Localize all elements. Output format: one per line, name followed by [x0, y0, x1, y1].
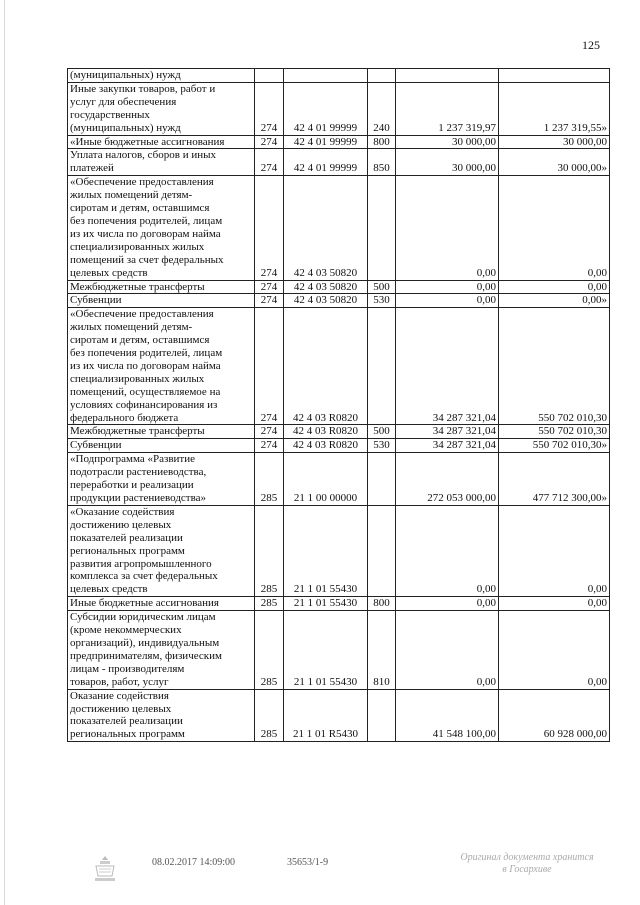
expense-type-cell: 850	[368, 149, 396, 176]
table-row	[68, 425, 610, 439]
expense-type-cell: 810	[368, 611, 396, 689]
footer-date: 08.02.2017 14:09:00	[152, 857, 236, 868]
row-name-cell: «Иные бюджетные ассигнования	[68, 135, 255, 149]
amount-2017-cell: 30 000,00	[396, 135, 499, 149]
amount-2017-cell: 0,00	[396, 294, 499, 308]
ministry-code-cell: 274	[255, 439, 284, 453]
amount-2018-cell: 550 702 010,30	[499, 425, 610, 439]
amount-2017-cell: 0,00	[396, 611, 499, 689]
amount-2017-cell: 0,00	[396, 176, 499, 280]
row-name-cell: «Подпрограмма «Развитие подотрасли растениеводства, переработки и реализации продукции растениеводства»	[68, 453, 255, 506]
amount-2018-cell: 477 712 300,00»	[499, 453, 610, 506]
expense-type-cell	[368, 308, 396, 425]
row-name-cell: «Обеспечение предоставления жилых помещений детям- сиротам и детям, оставшимся без попечения родителей, лицам из их числа по договорам найма специализированных жилых помещений, осуществляемое на условиях софинансирования из федерального бюджета	[68, 308, 255, 425]
expense-type-cell	[368, 689, 396, 742]
target-article-cell: 42 4 01 99999	[284, 135, 368, 149]
table-row	[68, 149, 610, 176]
expense-type-cell	[368, 69, 396, 83]
ministry-code-cell: 274	[255, 425, 284, 439]
row-name-cell: Межбюджетные трансферты	[68, 425, 255, 439]
ministry-code-cell: 274	[255, 135, 284, 149]
expense-type-cell: 800	[368, 135, 396, 149]
amount-2018-cell: 0,00	[499, 176, 610, 280]
row-name-cell: Межбюджетные трансферты	[68, 280, 255, 294]
amount-2018-cell: 60 928 000,00	[499, 689, 610, 742]
table-row	[68, 505, 610, 596]
target-article-cell	[284, 69, 368, 83]
amount-2018-cell: 550 702 010,30»	[499, 439, 610, 453]
amount-2018-cell: 0,00	[499, 611, 610, 689]
target-article-cell: 42 4 01 99999	[284, 82, 368, 135]
target-article-cell: 42 4 03 R0820	[284, 308, 368, 425]
table-row	[68, 597, 610, 611]
target-article-cell: 21 1 01 55430	[284, 597, 368, 611]
amount-2017-cell: 30 000,00	[396, 149, 499, 176]
amount-2017-cell: 34 287 321,04	[396, 439, 499, 453]
table-row	[68, 611, 610, 689]
target-article-cell: 21 1 01 55430	[284, 505, 368, 596]
row-name-cell: Субвенции	[68, 294, 255, 308]
row-name-cell: Субсидии юридическим лицам (кроме некоммерческих организаций), индивидуальным предпринимателям, физическим лицам - производителям товаров, работ, услуг	[68, 611, 255, 689]
amount-2017-cell: 41 548 100,00	[396, 689, 499, 742]
table-row	[68, 176, 610, 280]
ministry-code-cell: 274	[255, 280, 284, 294]
ministry-code-cell: 274	[255, 308, 284, 425]
table-row	[68, 439, 610, 453]
ministry-code-cell: 285	[255, 689, 284, 742]
row-name-cell: Оказание содействия достижению целевых показателей реализации региональных программ	[68, 689, 255, 742]
footer-document-code: 35653/1-9	[287, 857, 329, 868]
page-number: 125	[582, 38, 600, 52]
table-row	[68, 82, 610, 135]
ministry-code-cell: 285	[255, 597, 284, 611]
expense-type-cell: 530	[368, 439, 396, 453]
row-name-cell: «Обеспечение предоставления жилых помещений детям- сиротам и детям, оставшимся без попечения родителей, лицам из их числа по договорам найма специализированных жилых помещений за счет федеральных целевых средств	[68, 176, 255, 280]
amount-2017-cell: 0,00	[396, 597, 499, 611]
amount-2018-cell: 550 702 010,30	[499, 308, 610, 425]
expense-type-cell: 500	[368, 280, 396, 294]
row-name-cell: (муниципальных) нужд	[68, 69, 255, 83]
emblem-logo	[92, 854, 118, 884]
budget-table-body	[68, 69, 610, 742]
table-row	[68, 453, 610, 506]
amount-2017-cell: 272 053 000,00	[396, 453, 499, 506]
table-row	[68, 308, 610, 425]
expense-type-cell	[368, 505, 396, 596]
footer-stamp: Оригинал документа хранится в Госархиве	[460, 852, 594, 875]
ministry-code-cell: 285	[255, 453, 284, 506]
ministry-code-cell: 274	[255, 82, 284, 135]
amount-2018-cell: 0,00	[499, 280, 610, 294]
budget-table	[67, 68, 610, 742]
row-name-cell: «Оказание содействия достижению целевых показателей реализации региональных программ развития агропромышленного комплекса за счет федеральных целевых средств	[68, 505, 255, 596]
amount-2018-cell: 0,00	[499, 505, 610, 596]
ministry-code-cell: 285	[255, 611, 284, 689]
ministry-code-cell: 274	[255, 294, 284, 308]
target-article-cell: 21 1 01 R5430	[284, 689, 368, 742]
amount-2018-cell: 0,00	[499, 597, 610, 611]
table-row	[68, 294, 610, 308]
target-article-cell: 21 1 00 00000	[284, 453, 368, 506]
target-article-cell: 42 4 03 50820	[284, 280, 368, 294]
table-row	[68, 280, 610, 294]
expense-type-cell: 800	[368, 597, 396, 611]
table-row	[68, 69, 610, 83]
amount-2018-cell: 0,00»	[499, 294, 610, 308]
ministry-code-cell: 285	[255, 505, 284, 596]
target-article-cell: 21 1 01 55430	[284, 611, 368, 689]
amount-2017-cell: 34 287 321,04	[396, 425, 499, 439]
expense-type-cell	[368, 453, 396, 506]
table-row	[68, 135, 610, 149]
row-name-cell: Иные бюджетные ассигнования	[68, 597, 255, 611]
target-article-cell: 42 4 03 50820	[284, 294, 368, 308]
ministry-code-cell: 274	[255, 176, 284, 280]
ministry-code-cell: 274	[255, 149, 284, 176]
expense-type-cell: 500	[368, 425, 396, 439]
row-name-cell: Уплата налогов, сборов и иных платежей	[68, 149, 255, 176]
expense-type-cell	[368, 176, 396, 280]
amount-2018-cell: 1 237 319,55»	[499, 82, 610, 135]
amount-2017-cell: 34 287 321,04	[396, 308, 499, 425]
scan-edge-line	[4, 0, 5, 905]
ministry-code-cell	[255, 69, 284, 83]
amount-2017-cell: 0,00	[396, 505, 499, 596]
row-name-cell: Субвенции	[68, 439, 255, 453]
amount-2018-cell: 30 000,00»	[499, 149, 610, 176]
amount-2018-cell	[499, 69, 610, 83]
row-name-cell: Иные закупки товаров, работ и услуг для обеспечения государственных (муниципальных) нужд	[68, 82, 255, 135]
target-article-cell: 42 4 03 R0820	[284, 439, 368, 453]
amount-2017-cell: 1 237 319,97	[396, 82, 499, 135]
expense-type-cell: 530	[368, 294, 396, 308]
target-article-cell: 42 4 01 99999	[284, 149, 368, 176]
table-row	[68, 689, 610, 742]
amount-2018-cell: 30 000,00	[499, 135, 610, 149]
target-article-cell: 42 4 03 R0820	[284, 425, 368, 439]
amount-2017-cell: 0,00	[396, 280, 499, 294]
target-article-cell: 42 4 03 50820	[284, 176, 368, 280]
amount-2017-cell	[396, 69, 499, 83]
expense-type-cell: 240	[368, 82, 396, 135]
